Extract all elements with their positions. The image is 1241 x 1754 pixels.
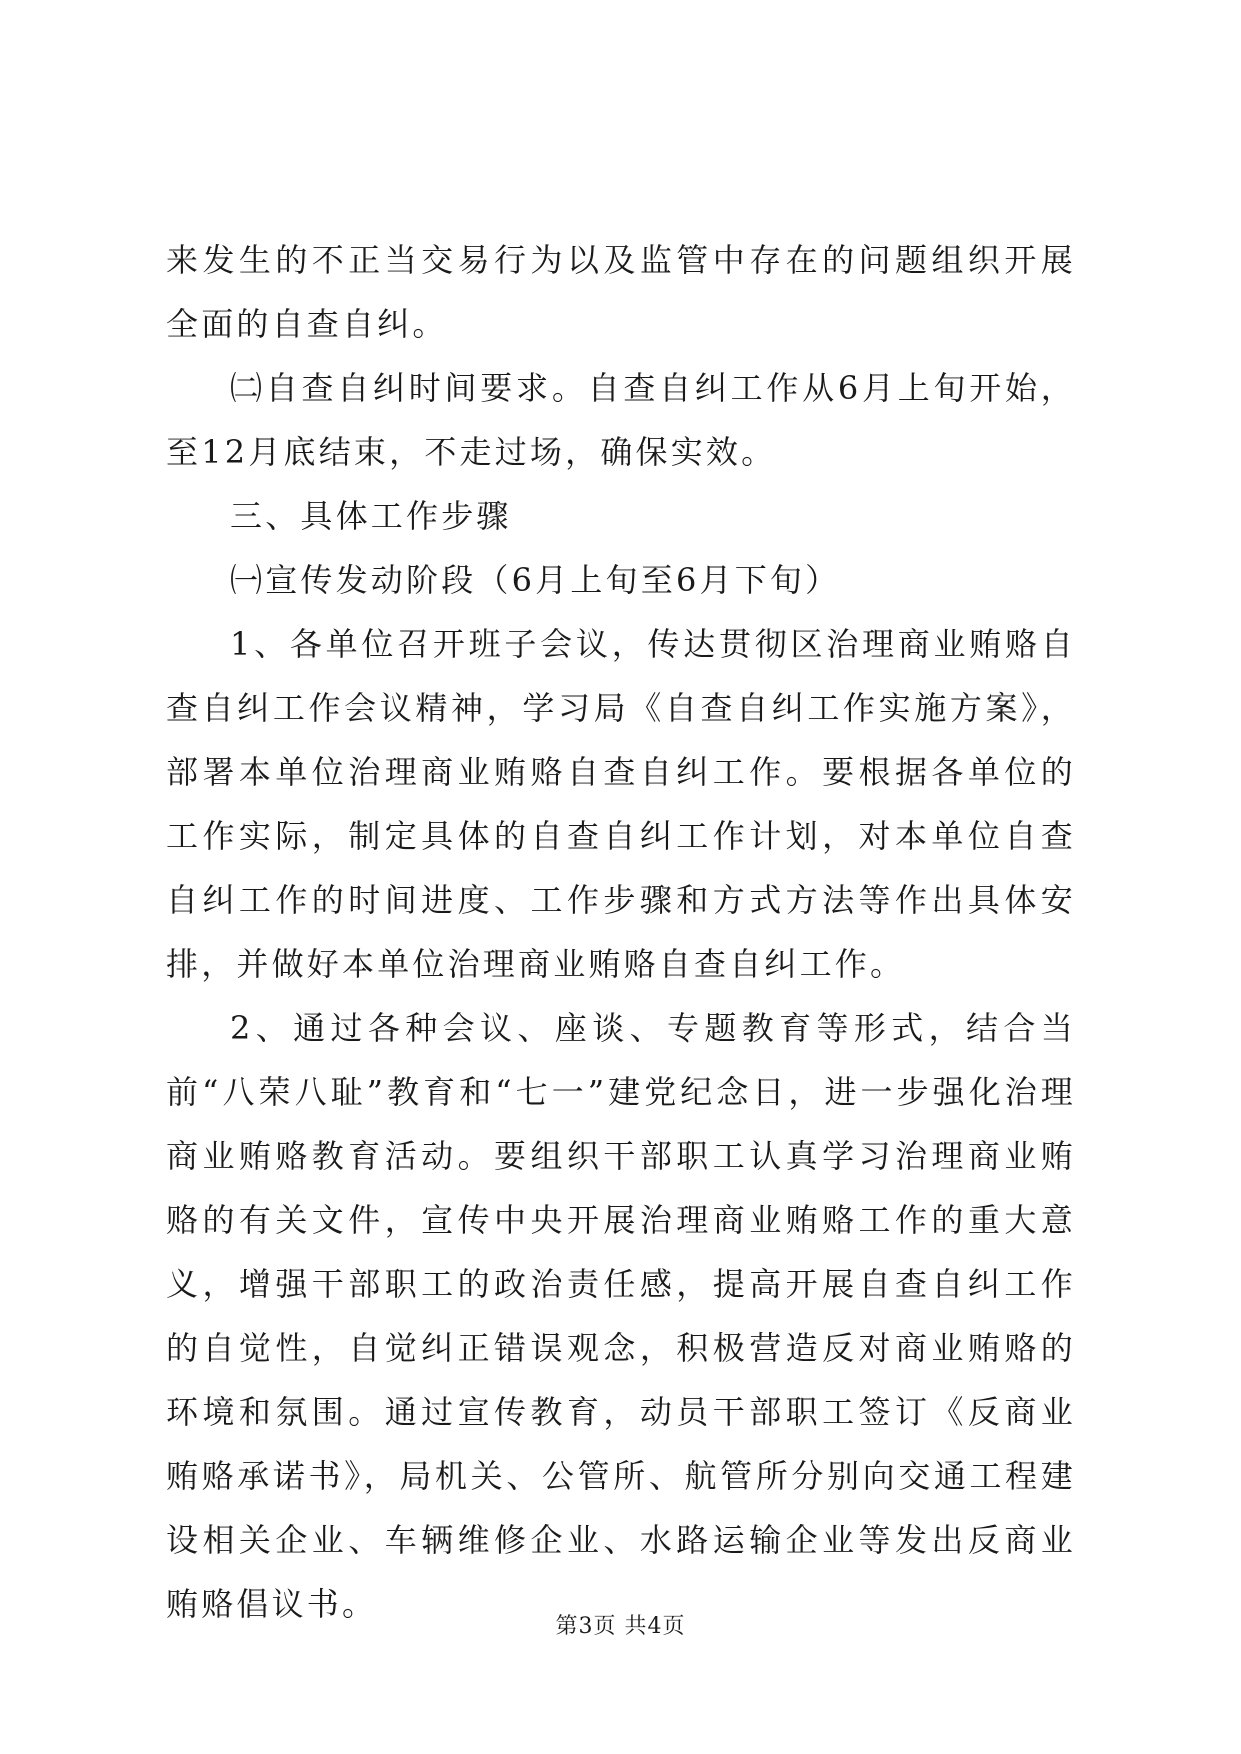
document-body bbox=[166, 228, 1076, 1636]
section-heading-steps: 三、具体工作步骤 bbox=[230, 497, 512, 535]
paragraph-item-2: 2、通过各种会议、座谈、专题教育等形式，结合当前“八荣八耻”教育和“七一”建党纪念日，进一步强化治理商业贿赂教育活动。要组织干部职工认真学习治理商业贿赂的有关文件，宣传中央开展治理商业贿赂工作的重大意义，增强干部职工的政治责任感，提高开展自查自纠工作的自觉性，自觉纠正错误观念，积极营造反对商业贿赂的环境和氛围。通过宣传教育，动员干部职工签订《反商业贿赂承诺书》，局机关、公管所、航管所分别向交通工程建设相关企业、车辆维修企业、水路运输企业等发出反商业贿赂倡议书。 bbox=[166, 1009, 1076, 1623]
subsection-heading-publicity: ㈠宣传发动阶段（6月上旬至6月下旬） bbox=[230, 561, 841, 599]
page-number-footer: 第3页 共4页 bbox=[555, 1614, 686, 1639]
paragraph-continuation: 来发生的不正当交易行为以及监管中存在的问题组织开展全面的自查自纠。 bbox=[166, 241, 1076, 343]
paragraph-item-1: 1、各单位召开班子会议，传达贯彻区治理商业贿赂自查自纠工作会议精神，学习局《自查自纠工作实施方案》，部署本单位治理商业贿赂自查自纠工作。要根据各单位的工作实际，制定具体的自查自纠工作计划，对本单位自查自纠工作的时间进度、工作步骤和方式方法等作出具体安排，并做好本单位治理商业贿赂自查自纠工作。 bbox=[166, 625, 1076, 983]
paragraph-time-requirement: ㈡自查自纠时间要求。自查自纠工作从6月上旬开始，至12月底结束，不走过场，确保实效。 bbox=[166, 369, 1076, 471]
